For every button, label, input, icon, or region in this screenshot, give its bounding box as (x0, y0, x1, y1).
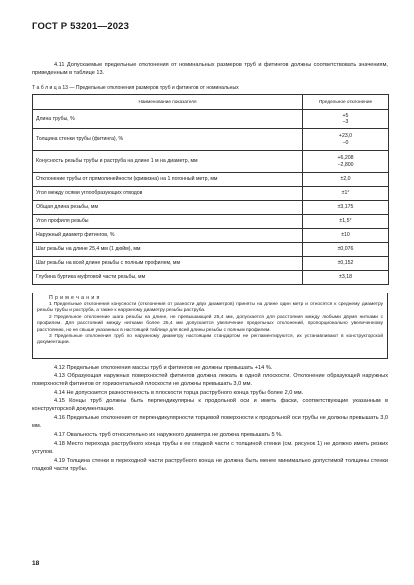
note-item: 1 Предельные отклонения конусности (отклонения от разности двух диаметров) приняты на длине один метр и относятся к среднему диаметру резьбы трубы и раструба, а также к наружному диаметру резьбы раструба. (37, 302, 383, 314)
clause-4-15: 4.15 Концы труб должны быть перпендикулярны к продольной оси и иметь фаски, соответствующие указанным в конструкторской документации. (32, 398, 388, 412)
row-deviation: ±10 (303, 229, 389, 243)
row-parameter: Шаг резьбы на всей длине резьбы с полным профилем, мм (33, 257, 303, 271)
table-row (33, 257, 389, 271)
row-parameter: Конусность резьбы трубы и раструба на длине 1 м на диаметр, мм (33, 151, 303, 173)
row-parameter: Шаг резьбы на длине 25,4 мм (1 дюйм), мм (33, 243, 303, 257)
row-parameter: Толщина стенки трубы (фитинга), % (33, 129, 303, 151)
row-deviation: ±0,152 (303, 257, 389, 271)
row-deviation: +6,208 −2,800 (303, 151, 389, 173)
column-header-parameter: Наименование показателя (33, 95, 303, 110)
row-parameter: Отклонение трубы от прямолинейности (кривизна) на 1 погонный метр, мм (33, 173, 303, 187)
clause-4-19: 4.19 Толщина стенки в переходной части раструбного конца не должна быть менее минимально допустимой толщины стенки гладкой части трубы. (32, 458, 388, 472)
row-parameter: Угол профиля резьбы (33, 215, 303, 229)
row-deviation: ±1° (303, 187, 389, 201)
table-row (33, 201, 389, 215)
table-header-row (33, 95, 389, 110)
intro-paragraph: 4.11 Допускаемые предельные отклонения от номинальных размеров труб и фитингов должны соответствовать значениям, приведенным в таблице 13. (32, 62, 388, 76)
row-deviation: +23,0 −0 (303, 129, 389, 151)
table-row (33, 271, 389, 285)
row-parameter: Наружный диаметр фитингов, % (33, 229, 303, 243)
row-deviation: +5 −3 (303, 110, 389, 129)
note-item: 2 Предельное отклонение шага резьбы на длине, не превышающей 25,4 мм, допускается для расстояния между любыми двумя нитками с профилем. Для расстояний между нитками более 25,4 мм допускается увеличение предельных отклонений, пропорционально увеличенному расстоянию, но не свыше указанных в настоящей таблице для всей длины резьбы с полным профилем. (37, 314, 383, 333)
row-parameter: Длина трубы, % (33, 110, 303, 129)
table-row (33, 129, 389, 151)
row-parameter: Общая длина резьбы, мм (33, 201, 303, 215)
table-row (33, 187, 389, 201)
row-deviation: ±2,0 (303, 173, 389, 187)
row-parameter: Угол между осями углообразующих отводов (33, 187, 303, 201)
note-item: 3 Предельные отклонения труб по наружному диаметру настоящим стандартом не регламентируются, их устанавливают в конструкторской документации. (37, 334, 383, 346)
tolerance-table (32, 94, 389, 285)
table-row (33, 173, 389, 187)
table-notes (32, 293, 388, 359)
column-header-deviation: Предельное отклонение (303, 95, 389, 110)
row-parameter: Глубина буртика муфтовой части резьбы, мм (33, 271, 303, 285)
table-row (33, 243, 389, 257)
row-deviation: ±3,175 (303, 201, 389, 215)
clause-4-12: 4.12 Предельные отклонения массы труб и фитингов не должны превышать +14 %. (54, 365, 273, 371)
table-row (33, 110, 389, 129)
clause-4-13: 4.13 Образующая наружных поверхностей фитингов должна лежать в одной плоскости. Отклонение образующей наружных поверхностей фитингов от горизонтальной плоскости не должны превышать 3,0 мм. (32, 373, 388, 387)
clause-4-14: 4.14 Не допускается разностенность в плоскости торца раструбного конца трубы более 2,0 мм. (54, 390, 304, 396)
table-row (33, 229, 389, 243)
table-row (33, 151, 389, 173)
page-number: 18 (32, 560, 40, 567)
clause-4-16: 4.16 Предельные отклонения от перпендикулярности торцевой поверхности к продольной оси трубы не должны превышать 3,0 мм. (32, 415, 388, 429)
row-deviation: ±1,5° (303, 215, 389, 229)
table-caption: Т а б л и ц а 13 — Предельные отклонения размеров труб и фитингов от номинальных (32, 85, 239, 91)
row-deviation: ±3,18 (303, 271, 389, 285)
table-row (33, 215, 389, 229)
notes-title: П р и м е ч а н и я (49, 295, 100, 301)
row-deviation: ±0,076 (303, 243, 389, 257)
clause-4-18: 4.18 Место перехода раструбного конца трубы к ее гладкой части с толщиной стенки (см. рисунок 1) не должно иметь резких уступов. (32, 441, 388, 455)
standard-header: ГОСТ Р 53201—2023 (32, 21, 130, 32)
clause-4-17: 4.17 Овальность труб относительно их наружного диаметра не должна превышать 5 %. (54, 432, 283, 438)
